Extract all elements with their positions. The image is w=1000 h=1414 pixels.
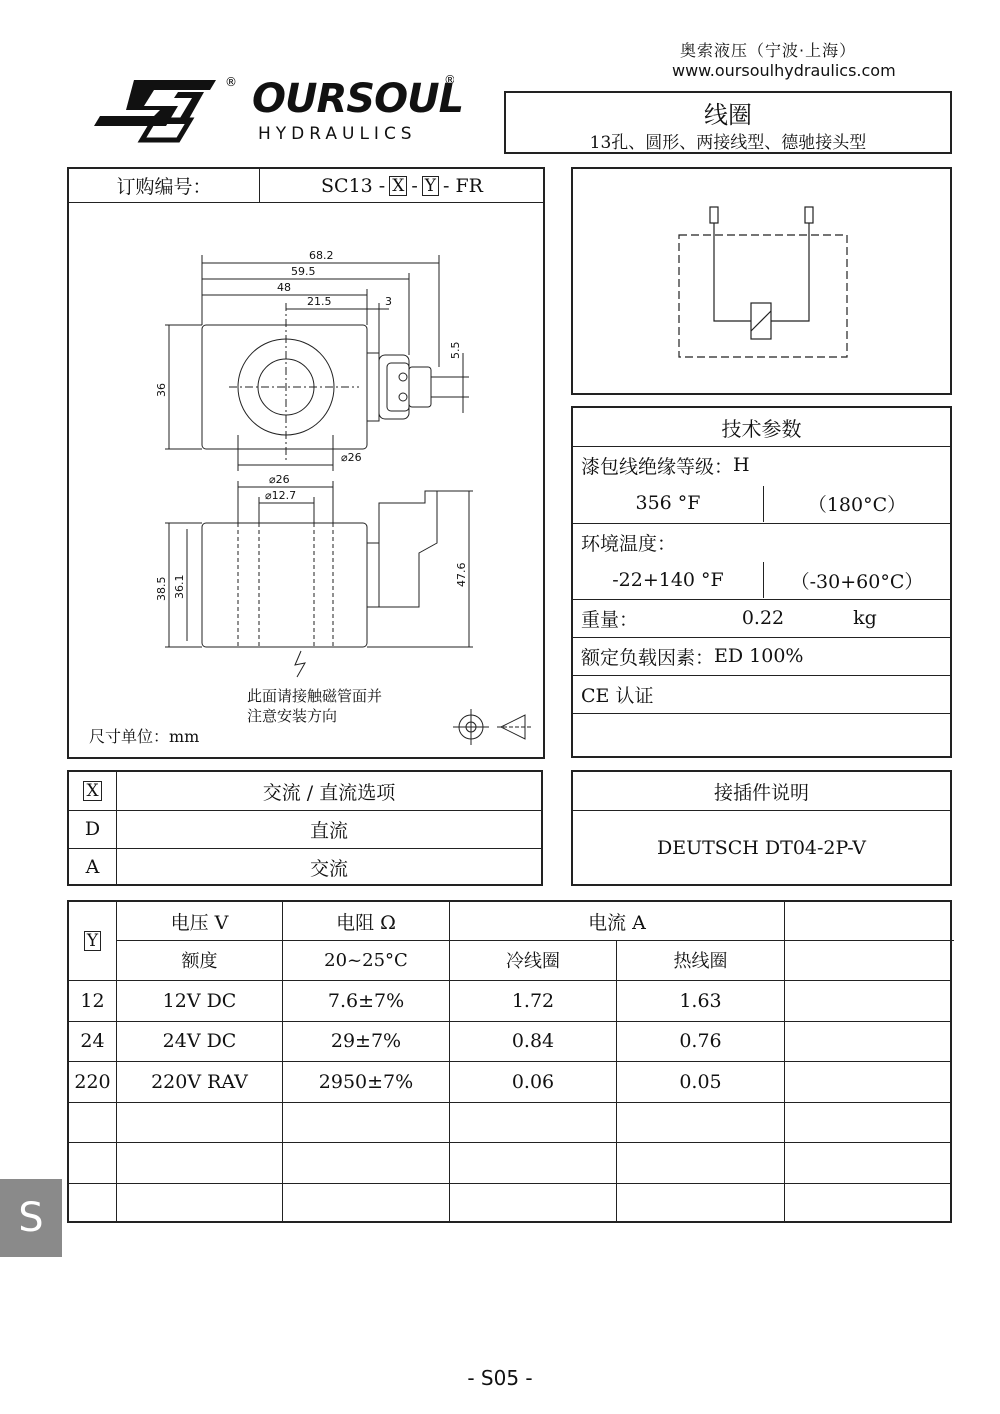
dimension-unit: 尺寸单位：mm [89,727,200,746]
insulation-f: 356 °F [635,492,701,514]
section-tab: S [0,1179,62,1257]
table-row-cold: 1.72 [511,989,555,1012]
acdc-key [69,772,116,810]
dim-d26-top: ⌀26 [341,451,362,464]
header-current: 电流 A [588,911,646,934]
coil-dimension-drawing [69,203,543,757]
table-row-code: 12 [80,989,105,1012]
acdc-option-box [67,770,543,886]
circuit-symbol-box [571,167,952,395]
duty-value: ED 100% [714,645,804,667]
table-row-code: 220 [74,1070,111,1093]
svg-text:®: ® [444,73,454,87]
order-code-prefix: SC13 - [321,174,386,197]
tech-header: 技术参数 [721,416,802,441]
product-title-box [504,91,952,154]
ambient-label: 环境温度： [581,532,677,555]
dim-5-5: 5.5 [449,341,462,359]
order-code [259,169,545,202]
voltage-table [67,900,952,1223]
drawing-note-line1: 此面请接触磁管面并 [247,687,383,705]
acdc-row-code: D [84,818,101,840]
dim-48: 48 [277,281,291,294]
table-row-resistance: 2950±7% [318,1070,414,1093]
product-title: 线圈 [704,101,752,129]
company-website[interactable]: www.oursoulhydraulics.com [672,61,896,80]
dim-36: 36 [155,383,168,397]
subheader-cold: 冷线圈 [506,951,560,972]
subheader-hot: 热线圈 [673,951,728,972]
header-resistance: 电阻 Ω [336,911,396,934]
order-code-suffix: - FR [443,174,483,197]
order-code-y: Y [422,176,439,196]
table-row-resistance: 29±7% [330,1030,402,1052]
duty-row [573,637,950,675]
dim-47-6: 47.6 [455,562,468,587]
table-row-resistance: 7.6±7% [327,989,405,1012]
table-row-cold: 0.06 [511,1070,555,1093]
svg-text:®: ® [225,75,237,89]
logo-wordmark: OURSOUL [252,76,464,122]
dim-38-5: 38.5 [155,576,168,601]
table-row-hot: 0.76 [679,1030,722,1052]
insulation-c: （180°C） [807,493,907,516]
order-code-x: X [389,176,407,196]
table-row-voltage: 220V RAV [151,1070,248,1093]
acdc-key-box: X [83,781,101,801]
company-logo [94,72,464,152]
insulation-value: H [733,454,750,476]
weight-label: 重量： [581,608,639,631]
insulation-row [573,446,950,484]
connector-box [571,770,952,886]
page-number: - S05 - [467,1366,533,1390]
dim-d26-side: ⌀26 [269,473,290,486]
connector-value: DEUTSCH DT04-2P-V [656,836,867,859]
table-row-voltage: 24V DC [162,1030,237,1052]
duty-label: 额定负载因素： [581,646,715,669]
header-voltage: 电压 V [170,911,229,934]
drawing-note-line2: 注意安装方向 [247,707,338,725]
dim-21-5: 21.5 [307,295,332,308]
dim-3: 3 [385,295,392,308]
company-name: 奥索液压（宁波·上海） [680,41,857,60]
insulation-label: 漆包线绝缘等级： [581,455,734,478]
ce-cert: CE 认证 [581,684,654,707]
acdc-row-code: A [85,856,100,878]
subheader-voltage: 额度 [181,951,218,972]
weight-unit: kg [853,607,877,629]
voltage-key [69,902,116,980]
coil-circuit-icon [573,169,950,393]
order-label: 订购编号： [116,176,212,198]
ambient-c: （-30+60°C） [790,570,924,593]
product-subtitle: 13孔、圆形、两接线型、德驰接头型 [589,133,867,153]
ambient-f: -22+140 °F [612,569,724,591]
acdc-header: 交流 / 直流选项 [262,781,396,804]
table-row-hot: 1.63 [679,989,722,1012]
dim-59-5: 59.5 [291,265,316,278]
subheader-resistance: 20~25°C [324,949,408,971]
tech-params-box [571,406,952,758]
table-row-hot: 0.05 [679,1070,722,1093]
acdc-row-label: 交流 [309,857,348,880]
connector-header: 接插件说明 [713,781,809,804]
voltage-key-box: Y [84,931,101,951]
acdc-row-label: 直流 [309,819,348,842]
dim-68-2: 68.2 [309,249,334,262]
logo-subtitle: HYDRAULICS [258,124,417,144]
table-row-code: 24 [80,1030,105,1052]
table-row-cold: 0.84 [511,1030,555,1052]
dim-d12-7: ⌀12.7 [265,489,297,502]
drawing-box [67,167,545,759]
order-code-sep: - [411,174,418,197]
table-row-voltage: 12V DC [162,989,237,1012]
weight-value: 0.22 [741,607,785,629]
dim-36-1: 36.1 [173,574,186,599]
